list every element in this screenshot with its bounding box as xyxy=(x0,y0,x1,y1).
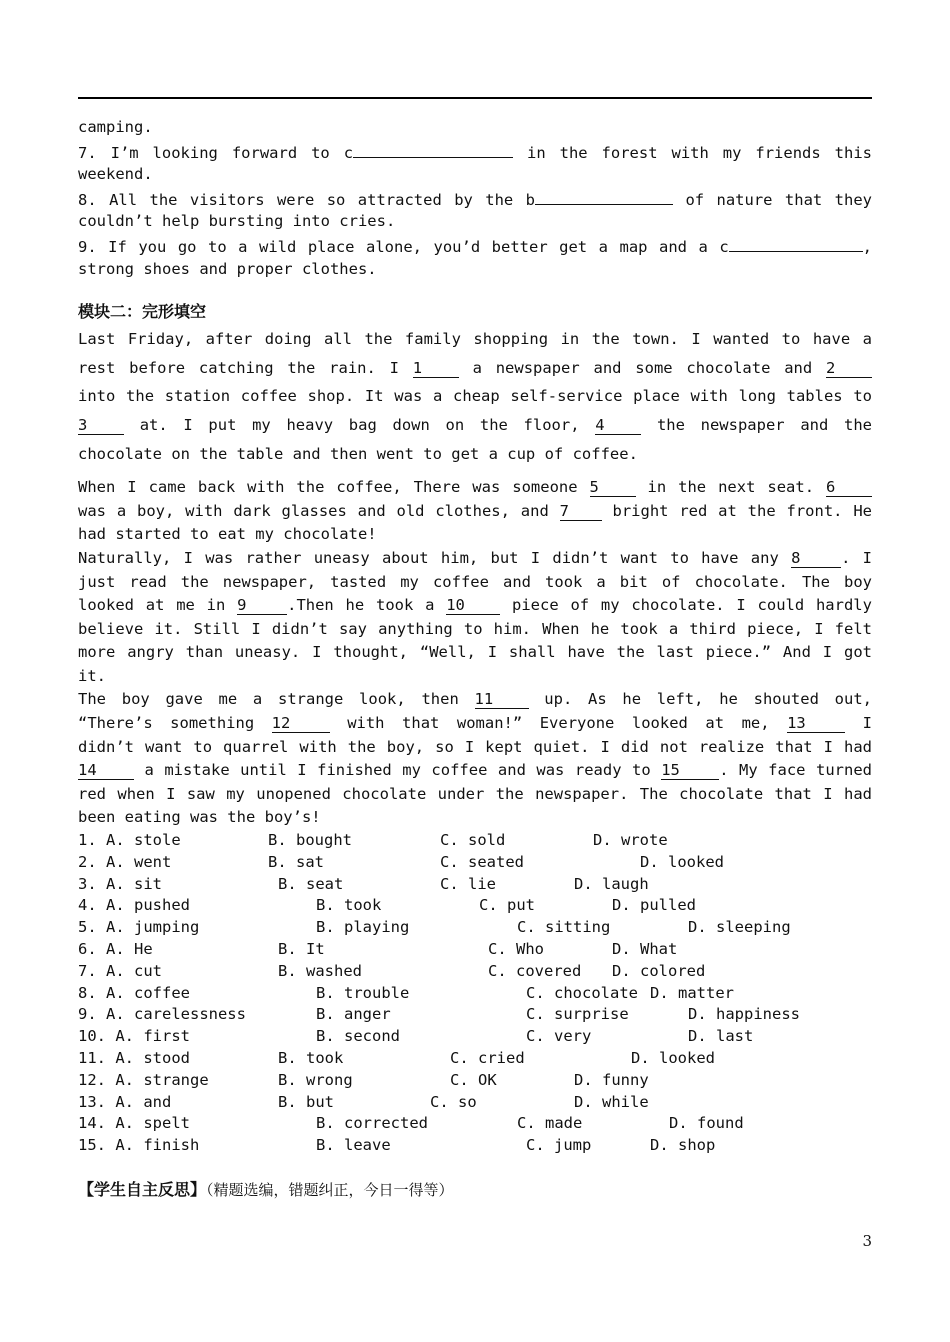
option-b[interactable]: B. took xyxy=(316,896,382,915)
option-c[interactable]: C. sold xyxy=(440,831,506,850)
option-d[interactable]: D. sleeping xyxy=(688,918,791,937)
option-a[interactable]: 4. A. pushed xyxy=(78,896,190,915)
option-row xyxy=(78,1135,872,1157)
option-c[interactable]: C. sitting xyxy=(517,918,611,937)
option-b[interactable]: B. seat xyxy=(278,874,344,893)
option-c[interactable]: C. chocolate xyxy=(526,983,638,1002)
blank-10[interactable]: 10 xyxy=(446,597,500,615)
option-c[interactable]: C. seated xyxy=(440,852,524,871)
option-c[interactable]: C. Who xyxy=(488,940,544,959)
option-d[interactable]: D. matter xyxy=(650,983,734,1002)
option-a[interactable]: 11. A. stood xyxy=(78,1049,190,1067)
option-row xyxy=(78,1092,872,1114)
section-title: 模块二：完形填空 xyxy=(78,302,207,322)
option-row xyxy=(78,1048,872,1070)
option-a[interactable]: 8. A. coffee xyxy=(78,983,190,1002)
option-b[interactable]: B. anger xyxy=(316,1005,391,1024)
text-line: more angry than uneasy. I thought, “Well, I shall have the last piece.” And I got xyxy=(78,643,872,662)
blank-11[interactable]: 11 xyxy=(475,691,529,709)
option-row xyxy=(78,852,872,874)
option-b[interactable]: B. leave xyxy=(316,1136,391,1155)
blank-14[interactable]: 14 xyxy=(78,762,134,780)
text-line: been eating was the boy’s! xyxy=(78,808,321,827)
option-a[interactable]: 9. A. carelessness xyxy=(78,1005,246,1024)
text-line: rest before catching the rain. I 1 a newspaper and some chocolate and 2 xyxy=(78,354,872,383)
option-c[interactable]: C. OK xyxy=(450,1070,497,1089)
option-c[interactable]: C. very xyxy=(526,1027,592,1046)
text-line: into the station coffee shop. It was a cheap self-service place with long tables to xyxy=(78,387,872,406)
option-row xyxy=(78,939,872,961)
blank-2[interactable]: 2 xyxy=(826,360,872,378)
option-d[interactable]: D. wrote xyxy=(593,831,668,850)
blank-4[interactable]: 4 xyxy=(595,417,641,435)
text-line: 3 at. I put my heavy bag down on the floor, 4 the newspaper and the xyxy=(78,415,872,434)
page-content xyxy=(78,116,872,1200)
option-row xyxy=(78,1070,872,1092)
answer-blank[interactable] xyxy=(535,187,673,205)
option-c[interactable]: C. cried xyxy=(450,1049,525,1067)
option-c[interactable]: C. made xyxy=(517,1114,583,1133)
blank-6[interactable]: 6 xyxy=(826,479,872,497)
text-line: When I came back with the coffee, There was someone 5 in the next seat. 6 xyxy=(78,476,872,500)
option-d[interactable]: D. What xyxy=(612,940,678,959)
blank-8[interactable]: 8 xyxy=(791,550,841,568)
option-row xyxy=(78,983,872,1005)
option-row xyxy=(78,874,872,896)
option-a[interactable]: 14. A. spelt xyxy=(78,1114,190,1133)
text-line: weekend. xyxy=(78,165,153,184)
option-b[interactable]: B. but xyxy=(278,1092,334,1111)
option-d[interactable]: D. while xyxy=(574,1092,649,1111)
answer-blank[interactable] xyxy=(353,140,513,158)
option-d[interactable]: D. looked xyxy=(640,852,724,871)
page-number: 3 xyxy=(862,1232,872,1250)
option-c[interactable]: C. jump xyxy=(526,1136,592,1155)
option-row xyxy=(78,1004,872,1026)
question-9: 9. If you go to a wild place alone, you’d better get a map and a c , xyxy=(78,234,872,258)
text-line: didn’t want to quarrel with the boy, so I kept quiet. I did not realize that I had xyxy=(78,737,872,756)
text-line: believe it. Still I didn’t say anything to him. When he took a third piece, I felt xyxy=(78,619,872,638)
option-a[interactable]: 13. A. and xyxy=(78,1092,172,1111)
option-d[interactable]: D. pulled xyxy=(612,896,696,915)
text-line: chocolate on the table and then went to get a cup of coffee. xyxy=(78,444,638,463)
text-line: The boy gave me a strange look, then 11 up. As he left, he shouted out, xyxy=(78,690,872,709)
option-b[interactable]: B. washed xyxy=(278,961,362,980)
header-rule xyxy=(78,97,872,99)
option-a[interactable]: 1. A. stole xyxy=(78,831,181,850)
option-a[interactable]: 2. A. went xyxy=(78,852,172,871)
blank-9[interactable]: 9 xyxy=(237,597,287,615)
option-row xyxy=(78,1113,872,1135)
option-b[interactable]: B. corrected xyxy=(316,1114,428,1133)
text-line: was a boy, with dark glasses and old clothes, and 7 bright red at the front. He xyxy=(78,501,872,520)
option-d[interactable]: D. colored xyxy=(612,961,706,980)
option-b[interactable]: B. It xyxy=(278,940,325,959)
option-row xyxy=(78,895,872,917)
blank-12[interactable]: 12 xyxy=(272,715,330,733)
option-d[interactable]: D. funny xyxy=(574,1070,649,1089)
option-b[interactable]: B. playing xyxy=(316,918,410,937)
option-a[interactable]: 15. A. finish xyxy=(78,1136,200,1155)
blank-3[interactable]: 3 xyxy=(78,417,124,435)
option-d[interactable]: D. happiness xyxy=(688,1005,800,1024)
answer-blank[interactable] xyxy=(729,234,863,252)
blank-5[interactable]: 5 xyxy=(590,479,636,497)
text-line: camping. xyxy=(78,118,153,136)
reflection-line xyxy=(78,1177,872,1200)
passage-paragraph-4 xyxy=(78,688,872,830)
option-c[interactable]: C. covered xyxy=(488,961,582,980)
option-c[interactable]: C. put xyxy=(479,896,535,915)
reflection-note: （精题选编，错题纠正，今日一得等） xyxy=(206,1180,454,1199)
option-a[interactable]: 7. A. cut xyxy=(78,961,162,980)
text-line: strong shoes and proper clothes. xyxy=(78,259,377,278)
blank-13[interactable]: 13 xyxy=(787,715,845,733)
text-line: couldn’t help bursting into cries. xyxy=(78,212,396,231)
option-b[interactable]: B. sat xyxy=(268,852,324,871)
option-c[interactable]: C. lie xyxy=(440,874,496,893)
option-a[interactable]: 6. A. He xyxy=(78,940,153,959)
text-line: just read the newspaper, tasted my coffee and took a bit of chocolate. The boy xyxy=(78,572,872,591)
option-row xyxy=(78,917,872,939)
question-7: 7. I’m looking forward to c in the forest with my friends this xyxy=(78,140,872,164)
text-line: Last Friday, after doing all the family shopping in the town. I wanted to have a xyxy=(78,330,872,349)
option-a[interactable]: 5. A. jumping xyxy=(78,918,200,937)
question-8: 8. All the visitors were so attracted by the b of nature that they xyxy=(78,187,872,211)
option-c[interactable]: C. so xyxy=(430,1092,477,1111)
text-line: it. xyxy=(78,666,106,685)
fill-in-section xyxy=(78,116,872,281)
option-c[interactable]: C. surprise xyxy=(526,1005,629,1024)
blank-7[interactable]: 7 xyxy=(560,503,602,521)
option-d[interactable]: D. shop xyxy=(650,1136,716,1155)
option-b[interactable]: B. bought xyxy=(268,831,352,850)
options-list xyxy=(78,830,872,1157)
passage-paragraph-2 xyxy=(78,476,872,547)
option-row xyxy=(78,1026,872,1048)
option-row xyxy=(78,961,872,983)
blank-15[interactable]: 15 xyxy=(661,762,719,780)
text-line: Naturally, I was rather uneasy about him, but I didn’t want to have any 8 . I xyxy=(78,548,872,567)
passage-paragraph-3 xyxy=(78,547,872,689)
option-d[interactable]: D. found xyxy=(669,1114,744,1133)
option-b[interactable]: B. trouble xyxy=(316,983,410,1002)
option-d[interactable]: D. laugh xyxy=(574,874,649,893)
text-line: had started to eat my chocolate! xyxy=(78,525,377,544)
option-b[interactable]: B. wrong xyxy=(278,1070,353,1089)
text-line: 14 a mistake until I finished my coffee and was ready to 15 . My face turned xyxy=(78,761,872,780)
option-d[interactable]: D. looked xyxy=(631,1049,715,1067)
option-a[interactable]: 10. A. first xyxy=(78,1027,190,1046)
option-a[interactable]: 12. A. strange xyxy=(78,1070,209,1089)
reflection-title: 【学生自主反思】 xyxy=(78,1179,207,1199)
text-line: red when I saw my unopened chocolate under the newspaper. The chocolate that I had xyxy=(78,784,872,803)
option-d[interactable]: D. last xyxy=(688,1027,754,1046)
passage-paragraph-1 xyxy=(78,325,872,468)
option-b[interactable]: B. second xyxy=(316,1027,400,1046)
option-a[interactable]: 3. A. sit xyxy=(78,874,162,893)
text-line: “There’s something 12 with that woman!” Everyone looked at me, 13 I xyxy=(78,714,872,733)
option-b[interactable]: B. took xyxy=(278,1049,344,1067)
option-row xyxy=(78,830,872,852)
blank-1[interactable]: 1 xyxy=(413,360,459,378)
text-line: looked at me in 9 .Then he took a 10 piece of my chocolate. I could hardly xyxy=(78,596,872,615)
